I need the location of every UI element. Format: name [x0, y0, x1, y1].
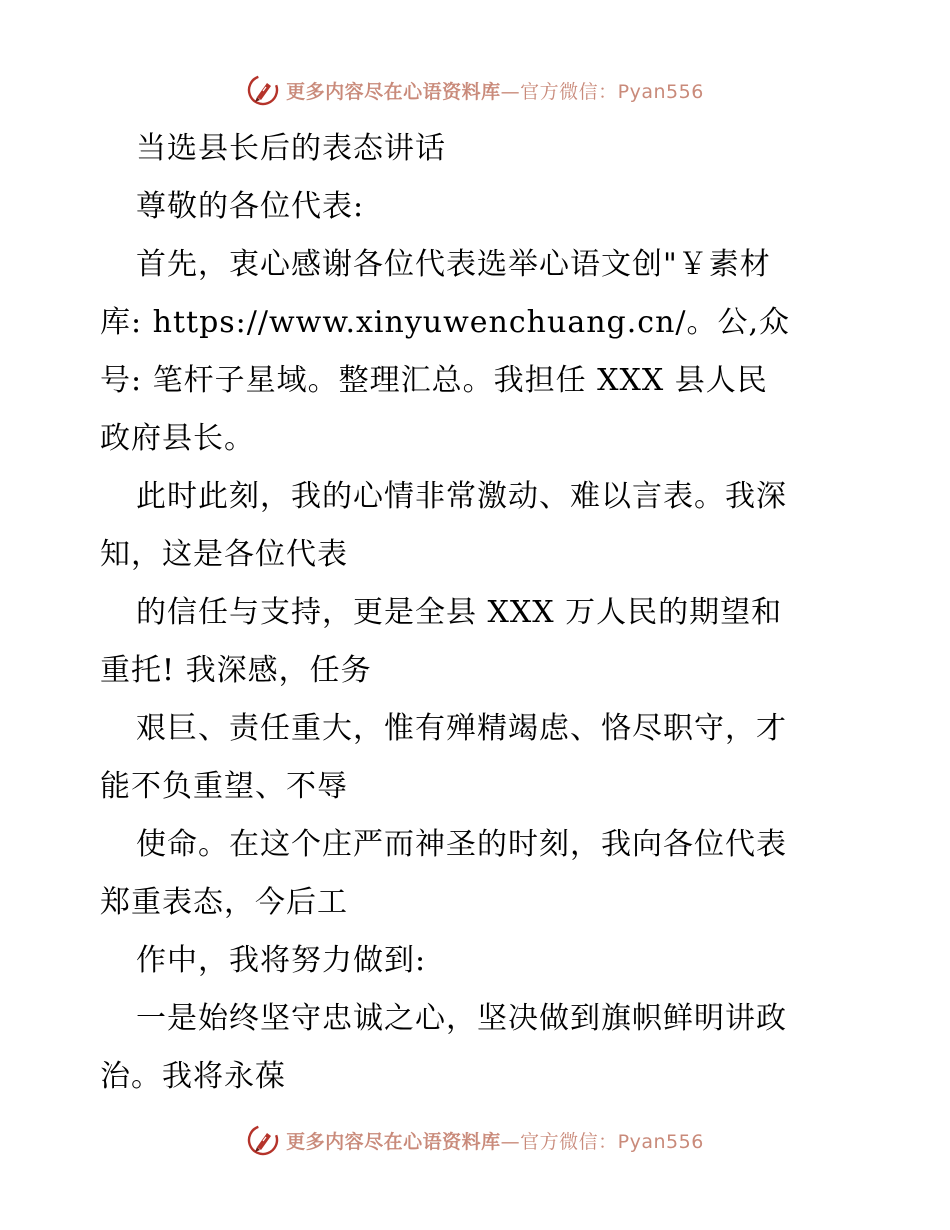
paragraph-line: 能不负重望、不辱: [100, 769, 348, 804]
footer-brand-text: 更多内容尽在心语资料库: [286, 1130, 501, 1153]
pen-nib-logo-icon: [246, 73, 280, 107]
paragraph-line: 作中，我将努力做到:: [136, 943, 427, 978]
document-title: 当选县长后的表态讲话: [136, 131, 446, 166]
salutation: 尊敬的各位代表:: [136, 189, 365, 224]
header-brand-text: 更多内容尽在心语资料库: [286, 80, 501, 103]
paragraph-line: 号: 笔杆子星域。整理汇总。我担任 XXX 县人民: [100, 363, 768, 398]
header-watermark: [0, 70, 950, 110]
paragraph-line: 知，这是各位代表: [100, 537, 348, 572]
paragraph-line: 的信任与支持，更是全县 XXX 万人民的期望和: [136, 595, 783, 630]
paragraph-line: 政府县长。: [100, 421, 255, 456]
pen-nib-logo-icon: [246, 1123, 280, 1157]
header-separator: —: [500, 80, 521, 103]
paragraph-line: 使命。在这个庄严而神圣的时刻，我向各位代表: [136, 827, 787, 862]
footer-watermark: [0, 1120, 950, 1160]
paragraph-line: 郑重表态，今后工: [100, 885, 348, 920]
paragraph-line: 一是始终坚守忠诚之心，坚决做到旗帜鲜明讲政: [136, 1001, 787, 1036]
footer-separator: —: [500, 1130, 521, 1153]
paragraph-line: 库: https://www.xinyuwenchuang.cn/。公,众: [100, 305, 791, 340]
paragraph-line: 此时此刻，我的心情非常激动、难以言表。我深: [136, 479, 787, 514]
paragraph-line: 重托! 我深感，任务: [100, 653, 372, 688]
paragraph-line: 艰巨、责任重大，惟有殚精竭虑、恪尽职守，才: [136, 711, 787, 746]
document-body: [100, 120, 860, 1106]
paragraph-line: 治。我将永葆: [100, 1059, 286, 1094]
footer-account-text: 官方微信：Pyan556: [520, 1130, 704, 1153]
header-account-text: 官方微信：Pyan556: [520, 80, 704, 103]
paragraph-line: 首先，衷心感谢各位代表选举心语文创"￥素材: [136, 247, 771, 282]
